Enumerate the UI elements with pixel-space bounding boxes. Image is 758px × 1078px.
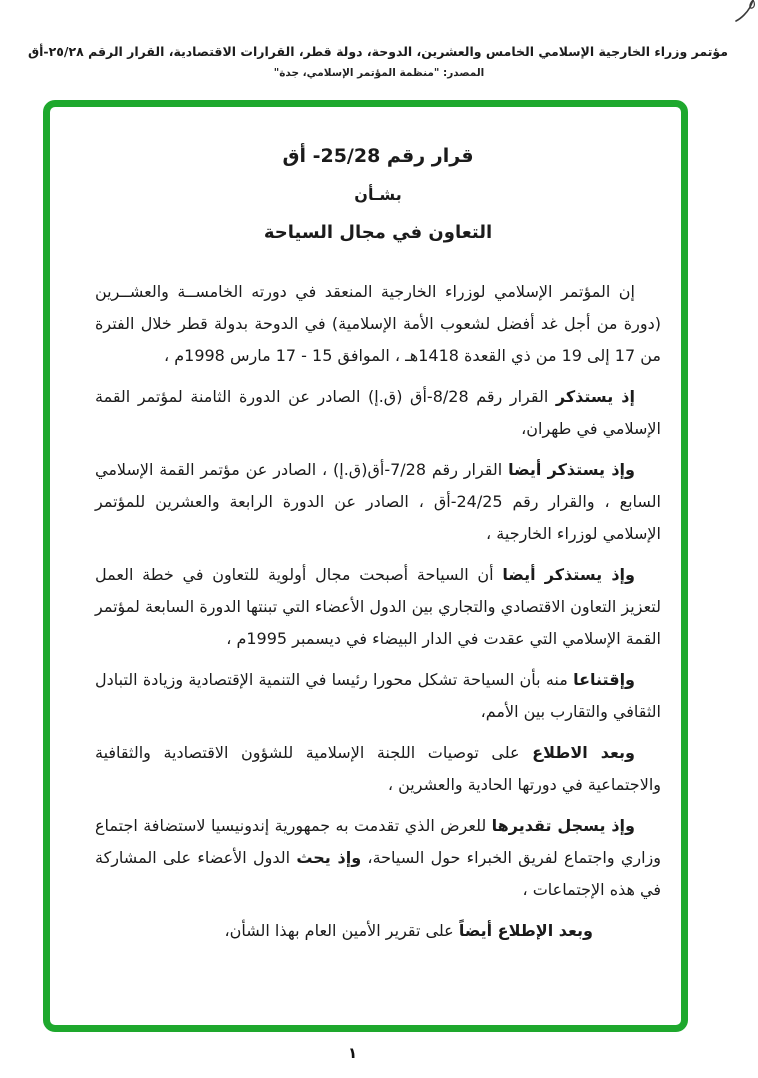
paragraph-lead: وإذ يسجل تقديرها xyxy=(491,816,635,835)
paragraph-sg-report xyxy=(95,915,619,947)
paragraph-recalling-2 xyxy=(95,454,661,550)
paragraph-lead: وإقتناعا xyxy=(573,670,635,689)
paragraph-lead: وإذ يستذكر أيضا xyxy=(502,565,635,584)
paragraph-text: القرار رقم 7/28-أق(ق.إ) ، الصادر عن مؤتمر القمة الإسلامي السابع ، والقرار رقم 24/25-أق ، الصادر عن الدورة الرابعة والعشرين للمؤتمر الإسلامي لوزراء الخارجية ، xyxy=(95,460,661,543)
paragraph-text: للعرض الذي تقدمت به جمهورية إندونيسيا لاستضافة اجتماع وزاري واجتماع لفريق الخبراء حول السياحة، xyxy=(95,816,661,867)
resolution-number-line: قرار رقم 25/28- أق xyxy=(282,145,474,167)
paragraph-convinced xyxy=(95,664,661,728)
paragraph-text: إن المؤتمر الإسلامي لوزراء الخارجية المنعقد في دورته الخامســة والعشــرين (دورة من أجل غد أفضل لشعوب الأمة الإسلامية) في الدوحة بدولة قطر خلال الفترة من 17 إلى 19 من ذي القعدة 1418هـ ، الموافق 15 - 17 مارس 1998م ، xyxy=(95,282,661,365)
resolution-regarding-line: بشـأن xyxy=(354,185,402,204)
paragraph-text-2: الدول الأعضاء على المشاركة في هذه الإجتماعات ، xyxy=(95,848,661,899)
paragraph-recalling-1 xyxy=(95,381,661,445)
paragraph-appreciation xyxy=(95,810,661,906)
header-source-line: المصدر: "منظمة المؤتمر الإسلامي، جدة" xyxy=(273,67,485,79)
paragraph-text: منه بأن السياحة تشكل محورا رئيسا في التنمية الإقتصادية وزيادة التبادل الثقافي والتقارب بين الأمم، xyxy=(95,670,661,721)
handwritten-mark-icon xyxy=(722,0,758,34)
resolution-body xyxy=(95,136,661,956)
paragraph-having-reviewed xyxy=(95,737,661,801)
paragraph-lead: وبعد الاطلاع xyxy=(532,743,636,762)
page-number: ١ xyxy=(348,1044,358,1062)
paragraph-lead: إذ يستذكر xyxy=(555,387,635,406)
resolution-subject-line: التعاون في مجال السياحة xyxy=(263,222,493,243)
paragraph-lead: وبعد الإطلاع أيضاً xyxy=(458,921,593,940)
paragraph-preamble xyxy=(95,276,661,372)
resolution-title xyxy=(95,136,661,252)
paragraph-recalling-3 xyxy=(95,559,661,655)
paragraph-lead: وإذ يستذكر أيضا xyxy=(508,460,635,479)
paragraph-text: على تقرير الأمين العام بهذا الشأن، xyxy=(224,921,459,940)
paragraph-text: أن السياحة أصبحت مجال أولوية للتعاون في خطة العمل لتعزيز التعاون الاقتصادي والتجاري بين الدول الأعضاء التي تبنتها الدورة السابعة لمؤتمر القمة الإسلامي التي عقدت في الدار البيضاء في ديسمبر 1995م ، xyxy=(95,565,661,648)
document-header xyxy=(27,44,728,79)
paragraph-text: على توصيات اللجنة الإسلامية للشؤون الاقتصادية والثقافية والاجتماعية في دورتها الحادية والعشرين ، xyxy=(95,743,661,794)
paragraph-lead-2: وإذ يحث xyxy=(296,848,362,867)
paragraph-text: القرار رقم 8/28-أق (ق.إ) الصادر عن الدورة الثامنة لمؤتمر القمة الإسلامي في طهران، xyxy=(95,387,661,438)
header-citation-line: مؤتمر وزراء الخارجية الإسلامي الخامس والعشرين، الدوحة، دولة قطر، القرارات الاقتصادية، القرار الرقم ٢٥/٢٨-أق xyxy=(27,44,728,59)
